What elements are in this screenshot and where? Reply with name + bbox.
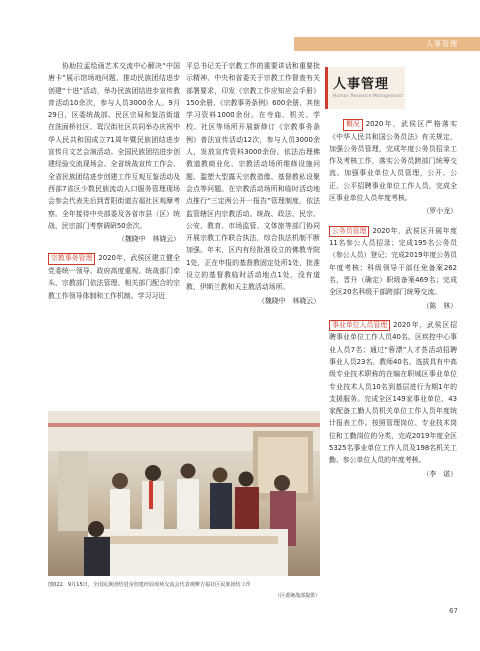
section-tag-religious-affairs: 宗教事务管理 — [48, 253, 95, 265]
photo-credit: （区委统战部提供） — [274, 593, 320, 599]
event-photo — [48, 411, 320, 576]
paragraph-text: 2020年，武侯区严格落实《中华人民共和国公务员法》有关规定，加强公务员管理，完成年度公务员招录工作及考核工作，落实公务员跨部门统筹交流。加强事业单位人员管理，公开、公正、公平招聘事业单位工作人员，完成全区事业单位人员年度考核。 — [329, 120, 457, 202]
byline: （魏晓中 林晓云） — [117, 235, 180, 244]
section-tag-civil-servants: 公务员管理 — [329, 226, 369, 238]
column-right — [329, 118, 457, 480]
paragraph-religious-affairs — [48, 252, 180, 301]
byline: （魏晓中 林晓云） — [257, 296, 320, 305]
paragraph-public-institutions — [329, 319, 457, 467]
section-title-stripe — [325, 67, 328, 109]
section-title: 人事管理 — [333, 77, 390, 92]
section-tag-public-institutions: 事业单位人员管理 — [329, 320, 390, 332]
byline: （李 诺） — [422, 469, 457, 478]
column-left — [48, 60, 180, 302]
paragraph-text: 2020年，武侯区开展年度11名参公人员招录；完成195名公务员（参公人员）登记；完成2019年度公务员年度考核；科级领导干部任免备案262名，晋升（确定）职级备案469名；完成全区20名科级干部跨部门统筹交流。 — [329, 226, 457, 297]
paragraph-text: 2020年，武侯区建立健全党委统一领导、政府高度重视、统战部门牵头、宗教部门依法管理、相关部门配合的宗教工作领导体制和工作机制。学习习近 — [48, 254, 180, 300]
paragraph-civil-servants — [329, 225, 457, 299]
running-header: 人事管理 — [426, 40, 458, 48]
byline: （陈 林） — [422, 301, 457, 310]
byline: （罗小龙） — [422, 207, 457, 216]
photo-caption: 图022 9月15日，全国民族团结进步创建经验现场交流会代表观摩吉福社区民族团结工作 — [48, 582, 251, 588]
paragraph: 平总书记关于宗教工作的重要讲话和重要批示精神、中央和省委关于宗教工作督查有关部署要求，印发《宗教工作应知应会手册》150余册、《宗教事务条例》600余册、其他学习资料1000余份。在寺庙、机关、学校、社区等场所开展新修订《宗教事务条例》普法宣传活动12次，参与人员3000余人，发放宣传资料3000余份。依法治理佛教道教商业化、宗教活动场所维修设施问题、滥塑大型露天宗教造像、基督教私设聚会点等问题。在宗教活动场所和临时活动地点推行“三定两公开一报告”管理制度，依法监管辖区内宗教活动。统战、政法、民宗、公安、教育、市场监管、文体旅等部门协同开展宗教工作联合执法，综合执法机制不断加强。年末，区内有经批准设立的佛教寺院1处，正在申报的基督教固定处所1处，批准设立的基督教临时活动地点1处，没有道教、伊斯兰教和天主教活动场所。 — [186, 62, 320, 292]
section-subtitle: Human Resource Management — [333, 93, 403, 98]
section-tag-overview: 概况 — [343, 119, 363, 131]
page-number: 67 — [449, 607, 458, 615]
paragraph-overview — [329, 118, 457, 204]
paragraph: 协助拉孟绘画艺术交流中心解决“中国唐卡”展示馆场地问题，推动民族团结进步创建“十进”活动，举办民族团结进步宣传教育活动10余次，参与人员3000余人。9月29日，区委统战部、民区宗局和鉴洁街道在洗面桥社区、鸳汉街社区共同举办庆祝中华人民共和国成立71周年暨民族团结进步宣传月文艺会演活动。全国民族团结进步创建经验交流现场会、全省统战宣传工作会、全省民族团结进步创建工作互观互鉴活动及西部7省区少数民族流动人口服务管理现场会参会代表先后到晋阳街道吉福社区观摩考察。全年接待中央部委及各省市县（区）统战、民宗部门考察调研50余次。 — [48, 62, 180, 230]
paragraph-text: 2020年，武侯区招聘事业单位工作人员40名。区疾控中心事业人员7名；通过“蓉漂”人才荟活动招聘事业人员23名、教师40名。选拔具有中高级专业技术职称的在编在职城区事业单位专业技术人员10名到基层进行为期1年的支援服务。完成全区149家事业单位、43家配备工勤人员机关单位工作人员年度统计报表工作。按照管理岗位、专业技术岗位和工勤岗位的分类，完成2019年度全区5325名事业单位工作人员及198名机关工勤、参公单位人员的年度考核。 — [329, 320, 457, 465]
column-middle — [186, 60, 320, 307]
event-photo-illustration — [48, 411, 320, 576]
